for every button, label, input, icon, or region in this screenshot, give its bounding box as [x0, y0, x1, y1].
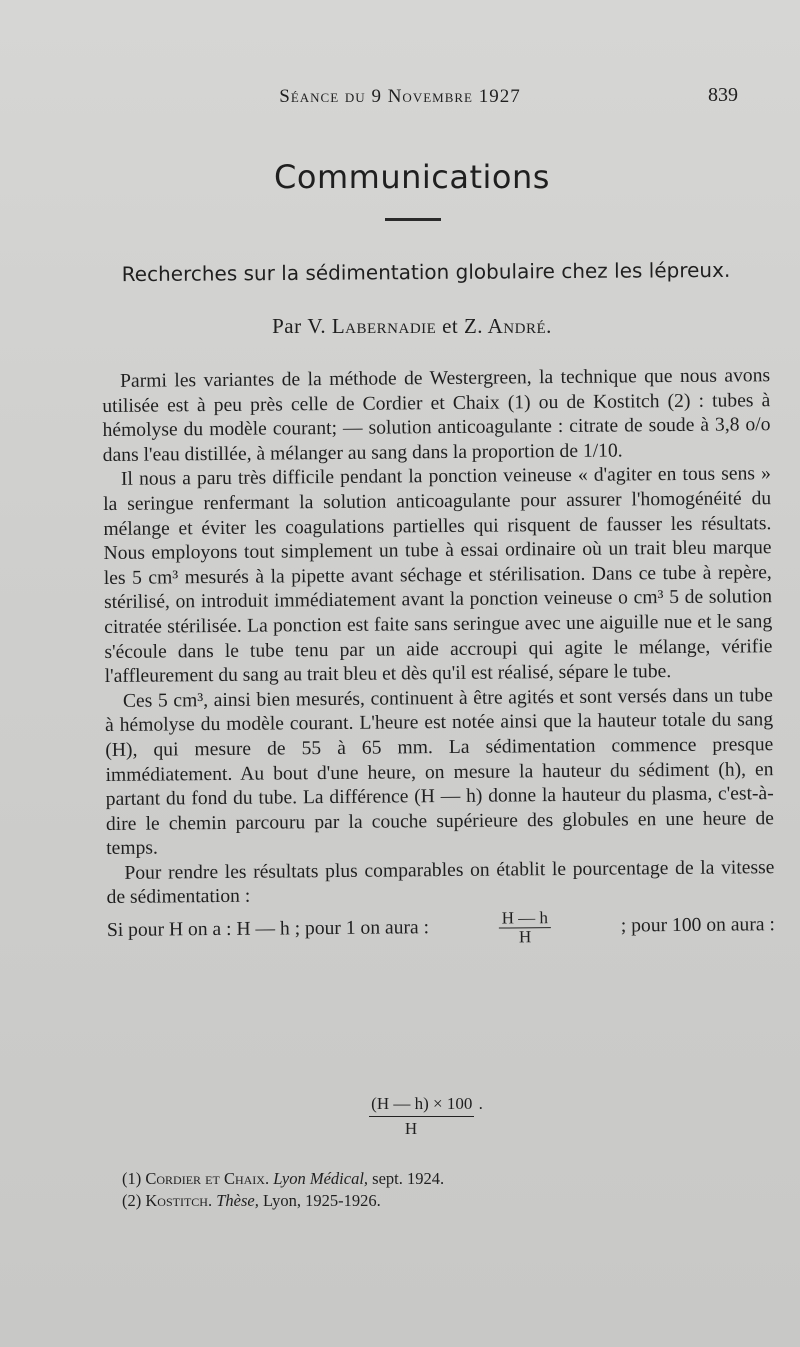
title-rule [385, 218, 441, 221]
running-head-prefix: Séance du [279, 86, 366, 107]
inline-fraction-numerator: H — h [499, 909, 551, 928]
formula-text-2: ; pour 100 on aura : [620, 914, 775, 937]
running-head [0, 86, 800, 108]
footnote-2-work: Thèse, [216, 1191, 259, 1210]
formula-text-1: Si pour H on a : H — h ; pour 1 on aura : [106, 917, 430, 942]
article-body [102, 364, 775, 950]
footnote-1-authors: Cordier et Chaix. [145, 1169, 270, 1188]
paragraph-3: Ces 5 cm³, ainsi bien mesurés, continuent à être agités et sont versés dans un tube à hémolyse du modèle courant. L'heure est notée ainsi que la hauteur totale du sang (H), qui mesure de 55 à 65 mm. La sédimentation commence presque immédiatement. Au bout d'une heure, on mesure la hauteur du sédiment (h), en partant du fond du tube. La différence (H — h) donne la hauteur du plasma, c'est-à-dire le chemin parcouru par la couche supérieure des globules en une heure de temps. [105, 684, 775, 860]
centered-formula-denominator: H [404, 1119, 418, 1138]
footnote-2-rest: Lyon, 1925-1926. [262, 1191, 381, 1210]
paragraph-4: Pour rendre les résultats plus comparables on établit le pourcentage de la vitesse de sédimentation : [106, 857, 775, 909]
author-1: V. Labernadie [307, 314, 437, 338]
page-number: 839 [708, 84, 738, 106]
inline-fraction-denominator: H [518, 927, 532, 947]
centered-formula [356, 1094, 496, 1139]
footnote-1-marker: (1) [122, 1169, 142, 1188]
author-2: Z. André. [463, 314, 552, 338]
centered-formula-numerator: (H — h) × 100 [369, 1094, 474, 1117]
formula-line [107, 907, 775, 950]
centered-formula-period: . [478, 1094, 483, 1113]
article-title: Recherches sur la sédimentation globulaire chez les lépreux. [121, 257, 731, 287]
byline-and: et [442, 314, 459, 338]
running-head-month: Novembre [387, 86, 473, 107]
running-head-year: 1927 [478, 86, 521, 107]
running-head-day: 9 [371, 86, 382, 107]
byline [0, 314, 800, 339]
footnote-1-rest: sept. 1924. [372, 1169, 445, 1188]
inline-fraction [499, 909, 552, 946]
paragraph-2: Il nous a paru très difficile pendant la ponction veineuse « d'agiter en tous sens » la seringue renfermant la solution anticoagulante pour assurer l'homogénéité du mélange et éviter les coagulations partielles qui risquent de fausser les résultats. Nous employons tout simplement un tube à essai ordinaire où un trait bleu marque les 5 cm³ mesurés à la pipette avant séchage et stérilisation. Dans ce tube à repère, stérilisé, on introduit immédiatement avant la ponction veineuse o cm³ 5 de solution citratée stérilisée. La ponction est faite sans seringue avec une aiguille nue et le sang s'écoule dans le tube tenu par un aide accroupi qui agite le mélange, vérifie l'affleurement du sang au trait bleu et dès qu'il est réalisé, sépare le tube. [103, 463, 773, 688]
footnote-1 [122, 1168, 722, 1190]
footnote-2-marker: (2) [122, 1191, 142, 1210]
section-title: Communications [274, 158, 550, 196]
footnote-1-work: Lyon Médical, [273, 1169, 369, 1188]
footnote-2-authors: Kostitch. [145, 1191, 213, 1210]
footnotes [122, 1168, 722, 1212]
byline-prefix: Par [272, 314, 302, 338]
paragraph-1: Parmi les variantes de la méthode de Westergreen, la technique que nous avons utilisée est à peu près celle de Cordier et Chaix (1) ou de Kostitch (2) : tubes à hémolyse du modèle courant; — solution anticoagulante : citrate de soude à 3,8 o/o dans l'eau distillée, à mélanger au sang dans la proportion de 1/10. [102, 365, 771, 466]
footnote-2 [122, 1190, 722, 1212]
